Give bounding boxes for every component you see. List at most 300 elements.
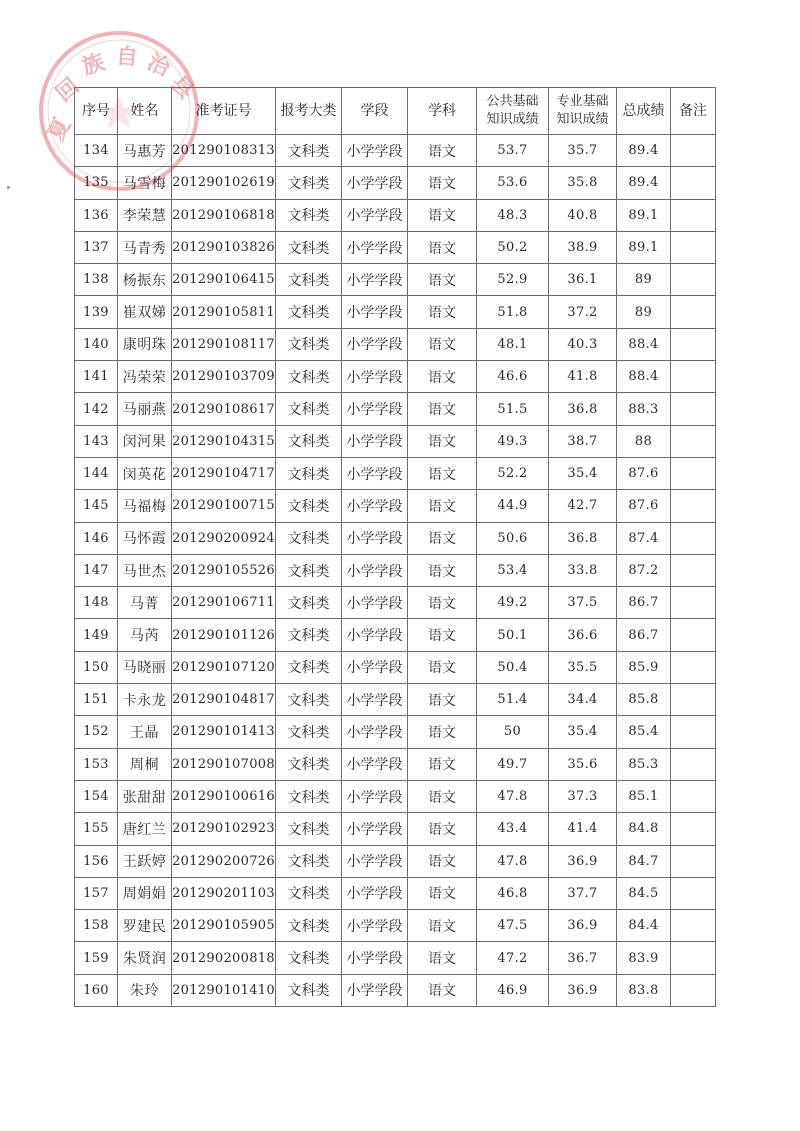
cell-pro-score: 36.7 [549, 942, 617, 974]
cell-ticket: 201290101126 [172, 619, 276, 651]
cell-public-score: 51.5 [477, 393, 549, 425]
cell-seq: 142 [75, 393, 118, 425]
cell-note [671, 845, 716, 877]
svg-text:治: 治 [143, 49, 174, 82]
cell-category: 文科类 [276, 780, 342, 812]
cell-category: 文科类 [276, 490, 342, 522]
cell-name: 闵河果 [118, 425, 172, 457]
cell-note [671, 135, 716, 167]
cell-public-score: 50.2 [477, 231, 549, 263]
cell-public-score: 49.2 [477, 587, 549, 619]
cell-seq: 152 [75, 716, 118, 748]
cell-public-score: 46.6 [477, 361, 549, 393]
cell-name: 罗建民 [118, 910, 172, 942]
cell-total-score: 87.6 [617, 490, 671, 522]
cell-name: 马世杰 [118, 554, 172, 586]
cell-name: 马惠芳 [118, 135, 172, 167]
cell-name: 马丽燕 [118, 393, 172, 425]
cell-note [671, 425, 716, 457]
cell-category: 文科类 [276, 457, 342, 489]
cell-total-score: 84.4 [617, 910, 671, 942]
cell-ticket: 201290200924 [172, 522, 276, 554]
cell-stage: 小学学段 [342, 457, 408, 489]
table-header-row [75, 88, 716, 135]
cell-ticket: 201290104315 [172, 425, 276, 457]
cell-public-score: 50 [477, 716, 549, 748]
cell-category: 文科类 [276, 264, 342, 296]
cell-pro-score: 33.8 [549, 554, 617, 586]
table-row [75, 813, 716, 845]
cell-seq: 143 [75, 425, 118, 457]
cell-seq: 139 [75, 296, 118, 328]
cell-note [671, 942, 716, 974]
table-body [75, 135, 716, 1007]
cell-public-score: 50.4 [477, 651, 549, 683]
cell-ticket: 201290103826 [172, 231, 276, 263]
cell-pro-score: 36.9 [549, 845, 617, 877]
cell-subject: 语文 [408, 974, 477, 1006]
cell-seq: 157 [75, 877, 118, 909]
header-pro-line1: 专业基础 [556, 94, 609, 109]
cell-subject: 语文 [408, 813, 477, 845]
cell-public-score: 50.6 [477, 522, 549, 554]
cell-stage: 小学学段 [342, 135, 408, 167]
cell-seq: 148 [75, 587, 118, 619]
cell-stage: 小学学段 [342, 942, 408, 974]
table-row [75, 199, 716, 231]
cell-name: 马怀霞 [118, 522, 172, 554]
cell-category: 文科类 [276, 587, 342, 619]
cell-stage: 小学学段 [342, 296, 408, 328]
cell-pro-score: 35.4 [549, 716, 617, 748]
cell-note [671, 587, 716, 619]
cell-name: 周娟娟 [118, 877, 172, 909]
cell-ticket: 201290101410 [172, 974, 276, 1006]
cell-seq: 150 [75, 651, 118, 683]
cell-total-score: 88.3 [617, 393, 671, 425]
cell-note [671, 167, 716, 199]
cell-total-score: 89.1 [617, 199, 671, 231]
cell-total-score: 87.2 [617, 554, 671, 586]
table-row [75, 587, 716, 619]
scan-speck [7, 186, 10, 189]
cell-name: 马芮 [118, 619, 172, 651]
cell-stage: 小学学段 [342, 554, 408, 586]
cell-public-score: 52.2 [477, 457, 549, 489]
cell-name: 马雪梅 [118, 167, 172, 199]
cell-stage: 小学学段 [342, 813, 408, 845]
header-subject: 学科 [408, 88, 477, 135]
cell-note [671, 296, 716, 328]
cell-note [671, 651, 716, 683]
cell-total-score: 84.8 [617, 813, 671, 845]
cell-pro-score: 41.8 [549, 361, 617, 393]
cell-total-score: 86.7 [617, 619, 671, 651]
cell-subject: 语文 [408, 490, 477, 522]
cell-subject: 语文 [408, 522, 477, 554]
cell-stage: 小学学段 [342, 490, 408, 522]
cell-name: 康明珠 [118, 328, 172, 360]
cell-total-score: 83.9 [617, 942, 671, 974]
cell-ticket: 201290105526 [172, 554, 276, 586]
cell-stage: 小学学段 [342, 619, 408, 651]
cell-subject: 语文 [408, 716, 477, 748]
cell-ticket: 201290102923 [172, 813, 276, 845]
cell-pro-score: 36.8 [549, 393, 617, 425]
cell-subject: 语文 [408, 328, 477, 360]
cell-seq: 158 [75, 910, 118, 942]
cell-ticket: 201290105905 [172, 910, 276, 942]
cell-name: 马晓丽 [118, 651, 172, 683]
cell-pro-score: 35.4 [549, 457, 617, 489]
cell-note [671, 199, 716, 231]
svg-text:县: 县 [164, 71, 199, 105]
cell-pro-score: 42.7 [549, 490, 617, 522]
table-row [75, 135, 716, 167]
cell-stage: 小学学段 [342, 684, 408, 716]
cell-note [671, 974, 716, 1006]
header-public-line2: 知识成绩 [486, 112, 539, 127]
cell-pro-score: 34.4 [549, 684, 617, 716]
header-pro-score [549, 88, 617, 135]
cell-stage: 小学学段 [342, 910, 408, 942]
cell-public-score: 49.7 [477, 748, 549, 780]
cell-ticket: 201290102619 [172, 167, 276, 199]
cell-subject: 语文 [408, 554, 477, 586]
cell-seq: 147 [75, 554, 118, 586]
cell-ticket: 201290105811 [172, 296, 276, 328]
cell-subject: 语文 [408, 877, 477, 909]
cell-seq: 160 [75, 974, 118, 1006]
cell-seq: 145 [75, 490, 118, 522]
header-stage: 学段 [342, 88, 408, 135]
header-note: 备注 [671, 88, 716, 135]
table-row [75, 231, 716, 263]
cell-seq: 137 [75, 231, 118, 263]
header-total: 总成绩 [617, 88, 671, 135]
cell-pro-score: 41.4 [549, 813, 617, 845]
table-row [75, 393, 716, 425]
cell-subject: 语文 [408, 910, 477, 942]
svg-text:自: 自 [115, 44, 139, 71]
cell-total-score: 89.4 [617, 135, 671, 167]
cell-name: 马青秀 [118, 231, 172, 263]
cell-pro-score: 38.7 [549, 425, 617, 457]
cell-public-score: 46.9 [477, 974, 549, 1006]
cell-subject: 语文 [408, 135, 477, 167]
cell-name: 卡永龙 [118, 684, 172, 716]
cell-ticket: 201290200726 [172, 845, 276, 877]
cell-pro-score: 38.9 [549, 231, 617, 263]
table-row [75, 651, 716, 683]
header-name: 姓名 [118, 88, 172, 135]
cell-category: 文科类 [276, 974, 342, 1006]
cell-total-score: 85.1 [617, 780, 671, 812]
cell-ticket: 201290106711 [172, 587, 276, 619]
cell-name: 王跃婷 [118, 845, 172, 877]
table-row [75, 522, 716, 554]
cell-note [671, 361, 716, 393]
cell-category: 文科类 [276, 910, 342, 942]
header-public-score [477, 88, 549, 135]
table-row [75, 910, 716, 942]
cell-stage: 小学学段 [342, 167, 408, 199]
cell-note [671, 619, 716, 651]
cell-note [671, 393, 716, 425]
cell-ticket: 201290108617 [172, 393, 276, 425]
cell-category: 文科类 [276, 877, 342, 909]
cell-seq: 153 [75, 748, 118, 780]
cell-pro-score: 37.2 [549, 296, 617, 328]
cell-category: 文科类 [276, 231, 342, 263]
cell-stage: 小学学段 [342, 393, 408, 425]
cell-name: 张甜甜 [118, 780, 172, 812]
cell-note [671, 328, 716, 360]
table-row [75, 877, 716, 909]
cell-pro-score: 37.3 [549, 780, 617, 812]
cell-stage: 小学学段 [342, 748, 408, 780]
cell-total-score: 83.8 [617, 974, 671, 1006]
cell-name: 王晶 [118, 716, 172, 748]
cell-stage: 小学学段 [342, 425, 408, 457]
cell-category: 文科类 [276, 942, 342, 974]
cell-category: 文科类 [276, 296, 342, 328]
cell-pro-score: 37.7 [549, 877, 617, 909]
cell-public-score: 47.8 [477, 780, 549, 812]
cell-stage: 小学学段 [342, 780, 408, 812]
cell-ticket: 201290104817 [172, 684, 276, 716]
cell-pro-score: 36.9 [549, 910, 617, 942]
cell-pro-score: 36.1 [549, 264, 617, 296]
cell-category: 文科类 [276, 199, 342, 231]
cell-total-score: 84.7 [617, 845, 671, 877]
cell-public-score: 47.2 [477, 942, 549, 974]
cell-category: 文科类 [276, 554, 342, 586]
cell-total-score: 85.3 [617, 748, 671, 780]
cell-ticket: 201290201103 [172, 877, 276, 909]
table-row [75, 619, 716, 651]
cell-category: 文科类 [276, 716, 342, 748]
cell-pro-score: 40.3 [549, 328, 617, 360]
svg-text:回: 回 [51, 73, 85, 108]
table-row [75, 780, 716, 812]
cell-subject: 语文 [408, 199, 477, 231]
cell-seq: 154 [75, 780, 118, 812]
svg-text:族: 族 [79, 49, 108, 81]
cell-category: 文科类 [276, 813, 342, 845]
cell-total-score: 89.4 [617, 167, 671, 199]
cell-ticket: 201290107120 [172, 651, 276, 683]
cell-seq: 134 [75, 135, 118, 167]
cell-ticket: 201290106415 [172, 264, 276, 296]
cell-ticket: 201290108313 [172, 135, 276, 167]
cell-name: 马菁 [118, 587, 172, 619]
cell-stage: 小学学段 [342, 877, 408, 909]
cell-public-score: 52.9 [477, 264, 549, 296]
table-row [75, 942, 716, 974]
cell-subject: 语文 [408, 748, 477, 780]
table-row [75, 264, 716, 296]
cell-ticket: 201290103709 [172, 361, 276, 393]
cell-total-score: 89 [617, 264, 671, 296]
table-row [75, 457, 716, 489]
cell-ticket: 201290107008 [172, 748, 276, 780]
cell-public-score: 51.8 [477, 296, 549, 328]
header-public-line1: 公共基础 [486, 94, 539, 109]
cell-subject: 语文 [408, 780, 477, 812]
cell-seq: 156 [75, 845, 118, 877]
cell-note [671, 264, 716, 296]
cell-total-score: 87.6 [617, 457, 671, 489]
cell-public-score: 53.6 [477, 167, 549, 199]
cell-total-score: 89 [617, 296, 671, 328]
cell-stage: 小学学段 [342, 522, 408, 554]
cell-note [671, 877, 716, 909]
cell-seq: 155 [75, 813, 118, 845]
cell-seq: 136 [75, 199, 118, 231]
table-row [75, 490, 716, 522]
cell-name: 杨振东 [118, 264, 172, 296]
table-row [75, 684, 716, 716]
cell-category: 文科类 [276, 651, 342, 683]
cell-total-score: 86.7 [617, 587, 671, 619]
header-pro-line2: 知识成绩 [556, 112, 609, 127]
cell-total-score: 85.4 [617, 716, 671, 748]
cell-note [671, 554, 716, 586]
cell-pro-score: 40.8 [549, 199, 617, 231]
cell-name: 唐红兰 [118, 813, 172, 845]
cell-stage: 小学学段 [342, 199, 408, 231]
score-table [74, 87, 716, 1007]
cell-stage: 小学学段 [342, 845, 408, 877]
cell-total-score: 85.8 [617, 684, 671, 716]
cell-total-score: 88.4 [617, 328, 671, 360]
cell-seq: 141 [75, 361, 118, 393]
cell-name: 冯荣荣 [118, 361, 172, 393]
svg-text:夏: 夏 [43, 114, 77, 146]
cell-category: 文科类 [276, 522, 342, 554]
cell-note [671, 457, 716, 489]
cell-subject: 语文 [408, 231, 477, 263]
cell-subject: 语文 [408, 942, 477, 974]
cell-pro-score: 36.8 [549, 522, 617, 554]
cell-ticket: 201290100616 [172, 780, 276, 812]
cell-name: 马福梅 [118, 490, 172, 522]
cell-seq: 159 [75, 942, 118, 974]
cell-subject: 语文 [408, 264, 477, 296]
cell-category: 文科类 [276, 167, 342, 199]
cell-subject: 语文 [408, 684, 477, 716]
cell-total-score: 88.4 [617, 361, 671, 393]
cell-stage: 小学学段 [342, 651, 408, 683]
cell-name: 李荣慧 [118, 199, 172, 231]
cell-note [671, 522, 716, 554]
cell-pro-score: 35.6 [549, 748, 617, 780]
cell-name: 朱贤润 [118, 942, 172, 974]
cell-public-score: 50.1 [477, 619, 549, 651]
cell-ticket: 201290108117 [172, 328, 276, 360]
table-row [75, 361, 716, 393]
cell-ticket: 201290101413 [172, 716, 276, 748]
cell-subject: 语文 [408, 393, 477, 425]
cell-seq: 151 [75, 684, 118, 716]
cell-seq: 138 [75, 264, 118, 296]
cell-note [671, 231, 716, 263]
cell-subject: 语文 [408, 425, 477, 457]
cell-subject: 语文 [408, 845, 477, 877]
table-row [75, 974, 716, 1006]
cell-public-score: 53.4 [477, 554, 549, 586]
cell-total-score: 85.9 [617, 651, 671, 683]
table-row [75, 425, 716, 457]
header-ticket: 准考证号 [172, 88, 276, 135]
cell-pro-score: 36.6 [549, 619, 617, 651]
cell-total-score: 87.4 [617, 522, 671, 554]
cell-name: 周桐 [118, 748, 172, 780]
cell-category: 文科类 [276, 393, 342, 425]
cell-pro-score: 35.5 [549, 651, 617, 683]
table-row [75, 716, 716, 748]
cell-ticket: 201290100715 [172, 490, 276, 522]
cell-ticket: 201290200818 [172, 942, 276, 974]
cell-stage: 小学学段 [342, 716, 408, 748]
cell-public-score: 47.5 [477, 910, 549, 942]
cell-public-score: 47.8 [477, 845, 549, 877]
cell-subject: 语文 [408, 167, 477, 199]
cell-seq: 140 [75, 328, 118, 360]
cell-name: 朱玲 [118, 974, 172, 1006]
cell-subject: 语文 [408, 619, 477, 651]
cell-public-score: 46.8 [477, 877, 549, 909]
table-row [75, 328, 716, 360]
cell-public-score: 53.7 [477, 135, 549, 167]
cell-subject: 语文 [408, 457, 477, 489]
cell-stage: 小学学段 [342, 974, 408, 1006]
cell-note [671, 748, 716, 780]
cell-subject: 语文 [408, 587, 477, 619]
cell-public-score: 51.4 [477, 684, 549, 716]
cell-note [671, 684, 716, 716]
cell-note [671, 490, 716, 522]
cell-subject: 语文 [408, 296, 477, 328]
cell-category: 文科类 [276, 361, 342, 393]
table-row [75, 845, 716, 877]
header-seq: 序号 [75, 88, 118, 135]
cell-stage: 小学学段 [342, 231, 408, 263]
cell-ticket: 201290106818 [172, 199, 276, 231]
cell-public-score: 43.4 [477, 813, 549, 845]
cell-category: 文科类 [276, 619, 342, 651]
cell-stage: 小学学段 [342, 587, 408, 619]
cell-total-score: 88 [617, 425, 671, 457]
cell-ticket: 201290104717 [172, 457, 276, 489]
cell-category: 文科类 [276, 425, 342, 457]
table-row [75, 554, 716, 586]
header-category: 报考大类 [276, 88, 342, 135]
cell-pro-score: 35.8 [549, 167, 617, 199]
table-row [75, 296, 716, 328]
cell-total-score: 84.5 [617, 877, 671, 909]
table-row [75, 748, 716, 780]
cell-subject: 语文 [408, 361, 477, 393]
cell-public-score: 48.3 [477, 199, 549, 231]
cell-seq: 135 [75, 167, 118, 199]
cell-public-score: 48.1 [477, 328, 549, 360]
cell-stage: 小学学段 [342, 361, 408, 393]
cell-category: 文科类 [276, 135, 342, 167]
cell-category: 文科类 [276, 748, 342, 780]
cell-pro-score: 36.9 [549, 974, 617, 1006]
